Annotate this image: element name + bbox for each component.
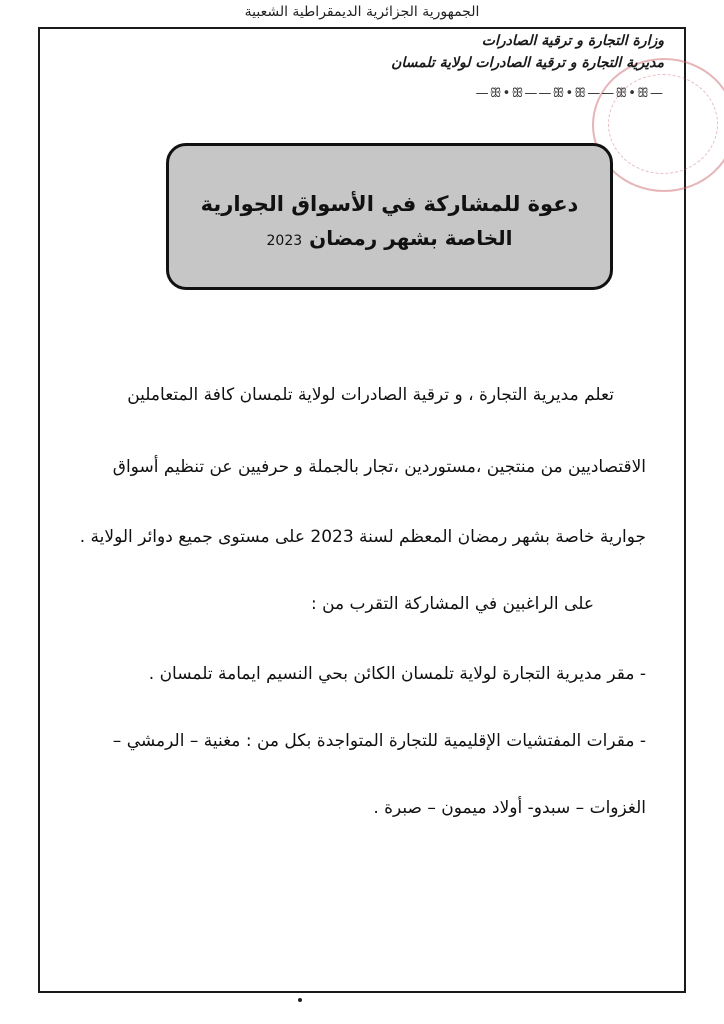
title-line-2 <box>169 226 610 250</box>
title-line-1: دعوة للمشاركة في الأسواق الجوارية <box>200 192 579 216</box>
body-paragraph-3: جوارية خاصة بشهر رمضان المعظم لسنة 2023 على مستوى جميع دوائر الولاية . <box>79 527 646 547</box>
body-paragraph-7: الغزوات – سبدو- أولاد ميمون – صبرة . <box>373 798 646 818</box>
directorate-name: مديرية التجارة و ترقية الصادرات لولاية تلمسان <box>391 55 664 71</box>
body-paragraph-2: الاقتصاديين من منتجين ،مستوردين ،تجار بالجملة و حرفيين عن تنظيم أسواق <box>112 457 646 477</box>
decorative-ornament: —ꕥ•ꕥ——ꕥ•ꕥ——ꕥ•ꕥ— <box>475 86 664 101</box>
body-paragraph-6: - مقرات المفتشيات الإقليمية للتجارة المتواجدة بكل من : مغنية – الرمشي – <box>112 731 646 751</box>
body-paragraph-5: - مقر مديرية التجارة لولاية تلمسان الكائن بحي النسيم ايمامة تلمسان . <box>148 664 646 684</box>
body-paragraph-4: على الراغبين في المشاركة التقرب من : <box>310 594 594 614</box>
bottom-dot <box>298 998 302 1002</box>
ministry-heading <box>391 30 664 74</box>
body-paragraph-1: تعلم مديرية التجارة ، و ترقية الصادرات لولاية تلمسان كافة المتعاملين <box>127 385 614 405</box>
title-box <box>166 143 613 290</box>
title-line-2-text: الخاصة بشهر رمضان <box>309 226 513 250</box>
ministry-name: وزارة التجارة و ترقية الصادرات <box>481 33 664 49</box>
title-year: 2023 <box>266 233 303 249</box>
republic-header: الجمهورية الجزائرية الديمقراطية الشعبية <box>244 4 480 20</box>
